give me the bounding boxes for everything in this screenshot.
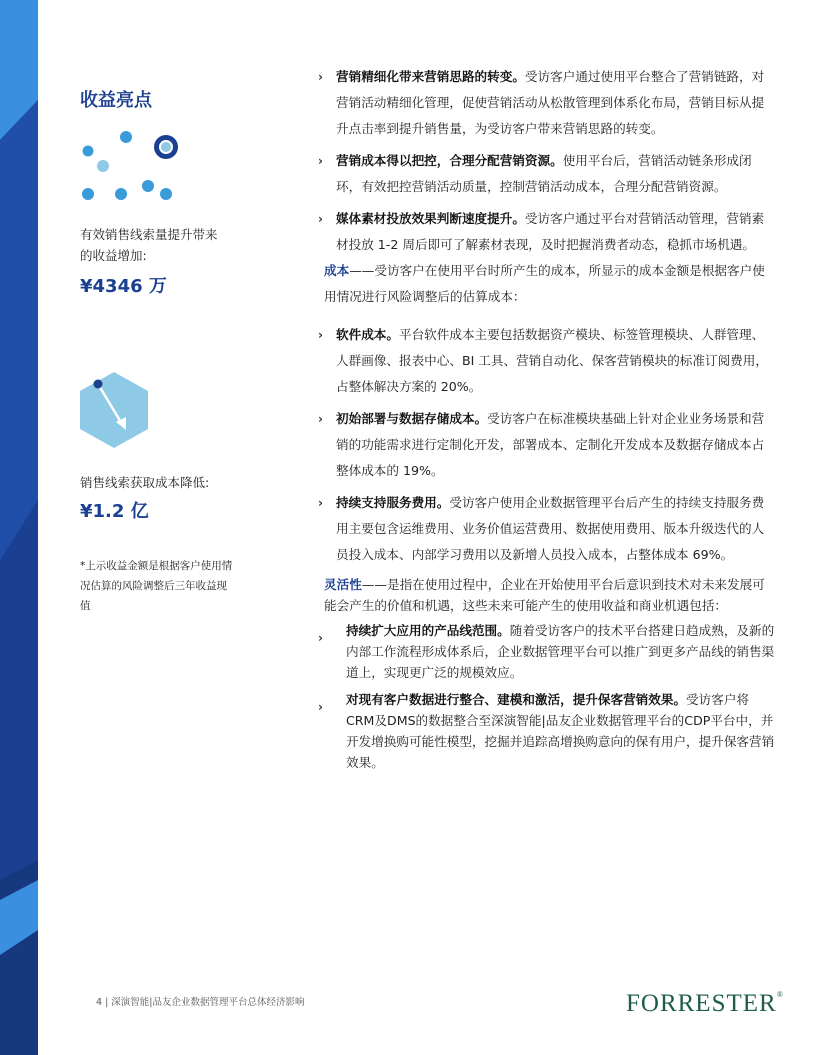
flex-text: 随着受访客户的技术平台搭建日趋成熟，及新的内部工作流程形成体系后，企业数据管理平台可以推广到更多产品线的销售渠道上，实现更广泛的规模效应。 [346, 623, 775, 680]
flex-intro [318, 574, 776, 616]
benefit-text: 受访客户通过平台对营销活动管理，营销素材投放 1-2 周后即可了解素材表现，及时把握消费者动态，稳抓市场机遇。 [336, 211, 765, 252]
cost-text: 平台软件成本主要包括数据资产模块、标签管理模块、人群管理、人群画像、报表中心、BI 工具、营销自动化、保客营销模块的标准订阅费用，占整体解决方案的 20%。 [336, 327, 768, 394]
footnote-line-2: 况估算的风险调整后三年收益现 [80, 580, 227, 592]
sidebar-title: 收益亮点 [80, 90, 152, 111]
chevron-right-icon: › [318, 154, 323, 168]
benefit-text: 受访客户通过使用平台整合了营销链路，对营销活动精细化管理，促使营销活动从松散管理到体系化布局，营销目标从提升点击率到提升销售量，为受访客户带来营销思路的转变。 [336, 69, 765, 136]
flex-intro-text: ——是指在使用过程中，企业在开始使用平台后意识到技术对未来发展可能会产生的价值和机遇，这些未来可能产生的使用收益和商业机遇包括： [324, 577, 765, 613]
cost-term: 成本 [324, 263, 350, 278]
cost-bold: 软件成本。 [336, 327, 399, 342]
cost-item [318, 406, 776, 484]
footnote-line-3: 值 [80, 600, 91, 612]
cost-bold: 持续支持服务费用。 [336, 495, 450, 510]
chevron-right-icon: › [318, 700, 323, 714]
left-decorative-band [0, 0, 38, 1055]
cost-text: 受访客户使用企业数据管理平台后产生的持续支持服务费用主要包含运维费用、业务价值运营费用、数据使用费用、版本升级迭代的人员投入成本、内部学习费用以及新增人员投入成本，占整体成本 69%。 [336, 495, 765, 562]
stat2-label: 销售线索获取成本降低: [80, 475, 210, 490]
cost-text: 受访客户在标准模块基础上针对企业业务场景和营销的功能需求进行定制化开发，部署成本、定制化开发成本及数据存储成本占整体成本的 19%。 [336, 411, 765, 478]
page-footer-label: 4 | 深演智能|品友企业数据管理平台总体经济影响 [96, 997, 305, 1008]
benefit-bold: 营销成本得以把控，合理分配营销资源。 [336, 153, 563, 168]
cost-item [318, 490, 776, 568]
flex-bold: 对现有客户数据进行整合、建模和激活，提升保客营销效果。 [346, 692, 687, 707]
chevron-right-icon: › [318, 212, 323, 226]
chevron-right-icon: › [318, 70, 323, 84]
benefit-item [318, 148, 776, 200]
benefit-item [318, 64, 776, 142]
flex-item [318, 620, 776, 683]
main-content [318, 64, 776, 779]
stat1-label-line2: 的收益增加: [80, 248, 147, 263]
hexagon-arrow-icon [80, 372, 148, 448]
forrester-logo-text: FORRESTER [626, 990, 777, 1017]
benefit-bold: 媒体素材投放效果判断速度提升。 [336, 211, 525, 226]
chevron-right-icon: › [318, 631, 323, 645]
cost-intro-text: ——受访客户在使用平台时所产生的成本，所显示的成本金额是根据客户使用情况进行风险调整后的估算成本： [324, 263, 765, 304]
flex-term: 灵活性 [324, 577, 362, 592]
cost-bold: 初始部署与数据存储成本。 [336, 411, 488, 426]
chevron-right-icon: › [318, 412, 323, 426]
forrester-logo [626, 990, 784, 1018]
flex-text: 受访客户将CRM及DMS的数据整合至深演智能|品友企业数据管理平台的CDP平台中，并开发增换购可能性模型，挖掘并追踪高增换购意向的保有用户，提升保客营销效果。 [346, 692, 775, 770]
chevron-right-icon: › [318, 328, 323, 342]
benefit-text: 使用平台后，营销活动链条形成闭环，有效把控营销活动质量，控制营销活动成本，合理分配营销资源。 [336, 153, 752, 194]
stat1-value: ¥4346 万 [80, 276, 167, 297]
benefit-bold: 营销精细化带来营销思路的转变。 [336, 69, 525, 84]
stat1-label-line1: 有效销售线索量提升带来 [80, 227, 218, 242]
footnote-line-1: *上示收益金额是根据客户使用情 [80, 560, 233, 572]
cost-item [318, 322, 776, 400]
stat2-value: ¥1.2 亿 [80, 501, 149, 522]
flex-bold: 持续扩大应用的产品线范围。 [346, 623, 510, 638]
chevron-right-icon: › [318, 496, 323, 510]
registered-mark: ® [776, 990, 784, 999]
dots-illustration-icon [78, 124, 188, 209]
benefit-item [318, 206, 776, 258]
cost-intro [318, 258, 776, 310]
stat1-label [80, 224, 250, 266]
flex-item [318, 689, 776, 773]
footnote [80, 556, 245, 616]
